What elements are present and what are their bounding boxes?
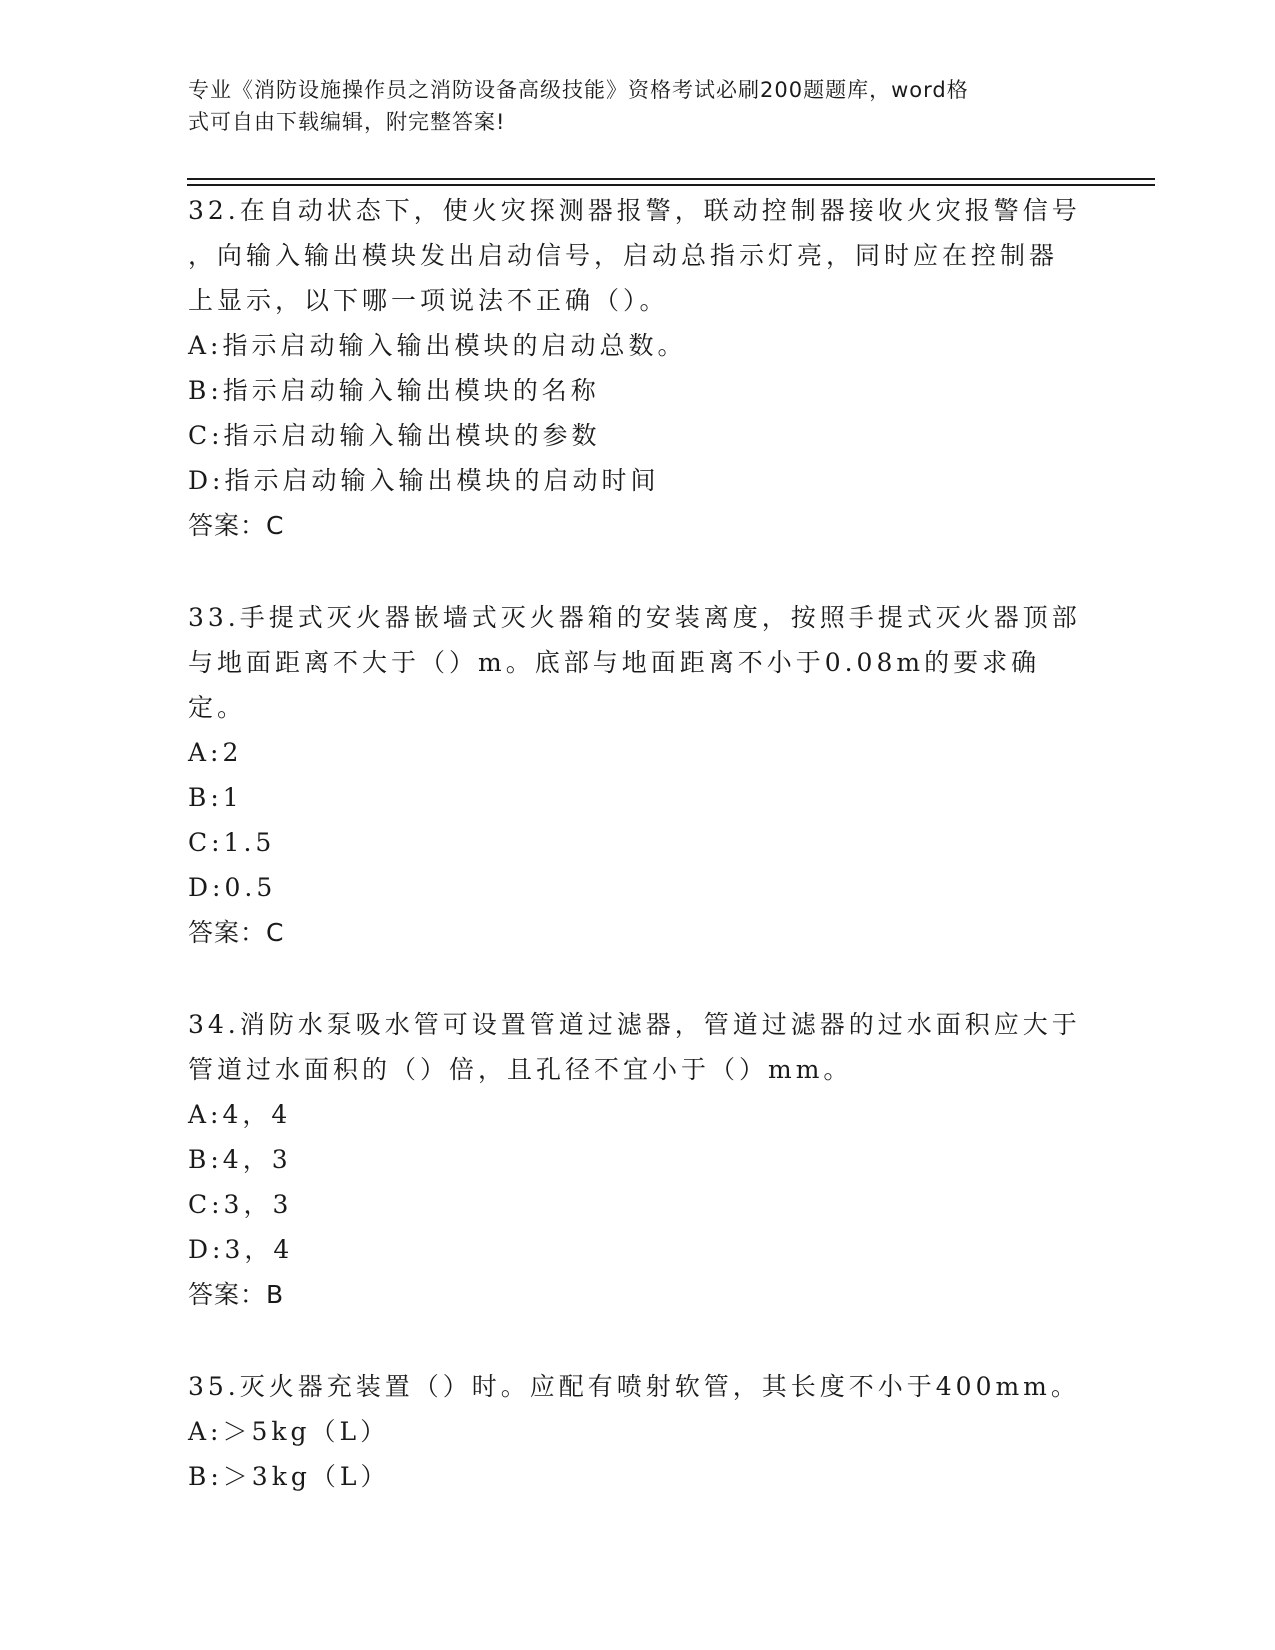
- question-text-line: 与地面距离不大于（）m。底部与地面距离不小于0.08m的要求确定。: [188, 648, 1041, 722]
- question-text-line: 34.消防水泵吸水管可设置管道过滤器，管道过滤器的过水面积应大于: [188, 1010, 1081, 1039]
- question-33: [188, 595, 1088, 955]
- header-line-1: 专业《消防设施操作员之消防设备高级技能》资格考试必刷200题题库，word格: [188, 78, 969, 102]
- option-b: B:1: [188, 783, 243, 812]
- question-text-line: 32.在自动状态下，使火灾探测器报警，联动控制器接收火灾报警信号: [188, 196, 1081, 225]
- option-d: D:0.5: [188, 873, 277, 902]
- question-spacer: [188, 1317, 1088, 1364]
- question-35: [188, 1364, 1088, 1499]
- option-a: A:2: [188, 738, 243, 767]
- question-34: [188, 1002, 1088, 1317]
- option-b: B:指示启动输入输出模块的名称: [188, 376, 600, 405]
- option-a: A:4，4: [188, 1100, 292, 1129]
- question-text: [188, 1364, 1088, 1409]
- question-text-line: 35.灭火器充装置（）时。应配有喷射软管，其长度不小于400mm。: [188, 1372, 1080, 1401]
- header-divider-top: [187, 178, 1155, 180]
- question-list: [188, 188, 1088, 1499]
- question-spacer: [188, 955, 1088, 1002]
- question-text: [188, 1002, 1088, 1092]
- option-a: A:＞5kg（L）: [188, 1417, 390, 1446]
- question-text-line: 33.手提式灭火器嵌墙式灭火器箱的安装离度，按照手提式灭火器顶部: [188, 603, 1081, 632]
- question-spacer: [188, 548, 1088, 595]
- header-line-2: 式可自由下载编辑，附完整答案!: [188, 110, 506, 134]
- option-c: C:3，3: [188, 1190, 293, 1219]
- question-text: [188, 188, 1088, 323]
- option-b: B:＞3kg（L）: [188, 1462, 390, 1491]
- option-d: D:3，4: [188, 1235, 294, 1264]
- answer: 答案：C: [188, 511, 285, 540]
- question-text: [188, 595, 1088, 730]
- document-header: [188, 74, 1068, 138]
- option-d: D:指示启动输入输出模块的启动时间: [188, 466, 660, 495]
- question-text-line: 上显示，以下哪一项说法不正确（）。: [188, 286, 669, 315]
- option-a: A:指示启动输入输出模块的启动总数。: [188, 331, 687, 360]
- answer: 答案：B: [188, 1280, 285, 1309]
- question-text-line: 管道过水面积的（）倍，且孔径不宜小于（）mm。: [188, 1055, 853, 1084]
- option-b: B:4，3: [188, 1145, 292, 1174]
- answer: 答案：C: [188, 918, 285, 947]
- option-c: C:指示启动输入输出模块的参数: [188, 421, 601, 450]
- header-divider-bottom: [187, 184, 1155, 186]
- option-c: C:1.5: [188, 828, 276, 857]
- question-text-line: ，向输入输出模块发出启动信号，启动总指示灯亮，同时应在控制器: [188, 241, 1059, 270]
- question-32: [188, 188, 1088, 548]
